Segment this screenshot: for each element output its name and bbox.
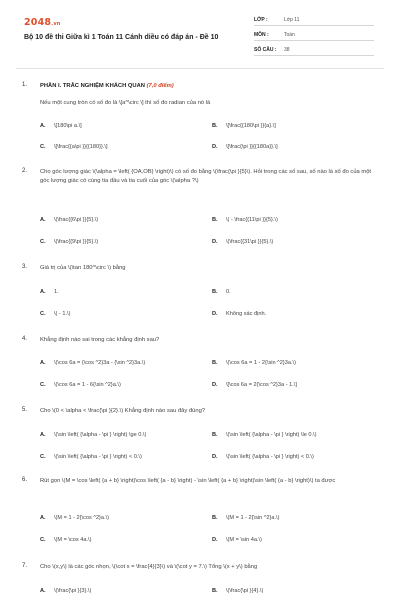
brand-tld: .vn bbox=[51, 21, 61, 27]
option-b[interactable]: B. \(\frac{\pi }{4}.\) bbox=[212, 588, 264, 594]
info-value: 38 bbox=[284, 47, 290, 53]
info-row-subject bbox=[254, 29, 374, 41]
option-c[interactable]: C. \( - 1.\) bbox=[40, 311, 71, 317]
question-text: Khẳng định nào sai trong các khẳng định sau? bbox=[40, 337, 160, 343]
option-c[interactable]: C. \[\frac{{a\pi }}{{180}}.\] bbox=[40, 144, 108, 150]
info-value: Toán bbox=[284, 32, 295, 38]
option-a[interactable]: A. 1. bbox=[40, 289, 59, 295]
option-c[interactable]: C. \(M = \cos 4a.\) bbox=[40, 537, 92, 543]
site-logo[interactable] bbox=[24, 17, 61, 28]
option-b[interactable]: B. \(\cos 6a = 1 - 2{\sin ^2}3a.\) bbox=[212, 360, 296, 366]
info-key: SỐ CÂU : bbox=[254, 47, 277, 53]
question-number: 2. bbox=[22, 168, 28, 174]
document-header bbox=[0, 0, 400, 72]
option-b[interactable]: B. 0. bbox=[212, 289, 231, 295]
question-number: 1. bbox=[22, 82, 28, 88]
option-d[interactable]: D. \(\sin \left( {\alpha - \pi } \right) < 0.\) bbox=[212, 454, 314, 460]
option-a[interactable]: A. \(\cos 6a = {\cos ^2}3a - {\sin ^2}3a.\) bbox=[40, 360, 146, 366]
question-text: Cho \(x,y\) là các góc nhọn, \(\cot x = \frac{4}{3}\) và \(\cot y = 7.\) Tổng \(x + y\) bằng bbox=[40, 564, 258, 570]
info-row-class bbox=[254, 14, 374, 26]
option-d[interactable]: D. \(\frac{{31\pi }}{5}.\) bbox=[212, 239, 274, 245]
info-row-count bbox=[254, 44, 374, 56]
info-value: Lớp 11 bbox=[284, 17, 300, 23]
info-key: MÔN : bbox=[254, 32, 269, 38]
option-d[interactable]: D. \(M = \sin 4a.\) bbox=[212, 537, 262, 543]
section-heading bbox=[40, 82, 380, 91]
question-number: 7. bbox=[22, 563, 28, 569]
question-text: Rút gọn \(M = \cos \left( {a + b} \right)\cos \left( {a - b} \right) - \sin \left( {a + b} \right)\sin \left( {a - b} \right)\) ta được bbox=[40, 478, 336, 484]
option-b[interactable]: B. \( - \frac{{11\pi }}{5}.\) bbox=[212, 217, 278, 223]
option-a[interactable]: A. \(\frac{{6\pi }}{5}.\) bbox=[40, 217, 99, 223]
option-a[interactable]: A. \(M = 1 - 2{\cos ^2}a.\) bbox=[40, 515, 110, 521]
option-a[interactable]: A. \(\frac{\pi }{3}.\) bbox=[40, 588, 92, 594]
section-title: PHẦN I. TRẮC NGHIỆM KHÁCH QUAN bbox=[40, 83, 147, 89]
info-key: LỚP : bbox=[254, 17, 268, 23]
question-number: 5. bbox=[22, 407, 28, 413]
brand-name: 2048 bbox=[24, 17, 52, 28]
option-d[interactable]: D. \[\frac{\pi }}{{180a}}.\] bbox=[212, 144, 278, 150]
option-b[interactable]: B. \(M = 1 - 2{\sin ^2}a.\) bbox=[212, 515, 280, 521]
question-number: 6. bbox=[22, 477, 28, 483]
question-text: Giá trị của \(\tan 180^\circ \) bằng bbox=[40, 265, 126, 271]
question-text: Cho \(0 < \alpha < \frac{\pi }{2}.\) Khẳng định nào sau đây đúng? bbox=[40, 408, 206, 414]
question-number: 4. bbox=[22, 336, 28, 342]
section-time: (7,0 điểm) bbox=[146, 83, 174, 89]
question-text: Nếu một cung tròn có số đo là \[a^\circ \] thì số đo radian của nó là bbox=[40, 100, 211, 106]
option-a[interactable]: A. \(\sin \left( {\alpha - \pi } \right) \ge 0.\) bbox=[40, 432, 147, 438]
option-b[interactable]: B. \[\frac{{180\pi }}{a}.\] bbox=[212, 123, 276, 129]
option-a[interactable]: A. \[180\pi a.\] bbox=[40, 123, 82, 129]
option-c[interactable]: C. \(\sin \left( {\alpha - \pi } \right) < 0.\) bbox=[40, 454, 142, 460]
question-number: 3. bbox=[22, 264, 28, 270]
option-d[interactable]: D. \[\cos 6a = 2{\cos ^2}3a - 1.\] bbox=[212, 382, 297, 388]
option-c[interactable]: C. \(\frac{{9\pi }}{5}.\) bbox=[40, 239, 99, 245]
option-d[interactable]: D. Không xác định. bbox=[212, 311, 267, 317]
option-b[interactable]: B. \(\sin \left( {\alpha - \pi } \right) \le 0.\) bbox=[212, 432, 317, 438]
option-c[interactable]: C. \(\cos 6a = 1 - 6{\sin ^2}a.\) bbox=[40, 382, 121, 388]
header-divider bbox=[16, 68, 384, 69]
document-title: Bộ 10 đề thi Giữa kì 1 Toán 11 Cánh diều có đáp án - Đề 10 bbox=[24, 34, 219, 41]
question-text: Cho góc lượng giác \(\alpha = \left( {OA,OB} \right)\) có số đo bằng \(\frac{\pi }{5}\). Hỏi trong các số sau, số nào là số đo của một góc lượng giác có cùng tia đầu và tia cuối của góc \(\alpha ?\) bbox=[40, 169, 372, 184]
